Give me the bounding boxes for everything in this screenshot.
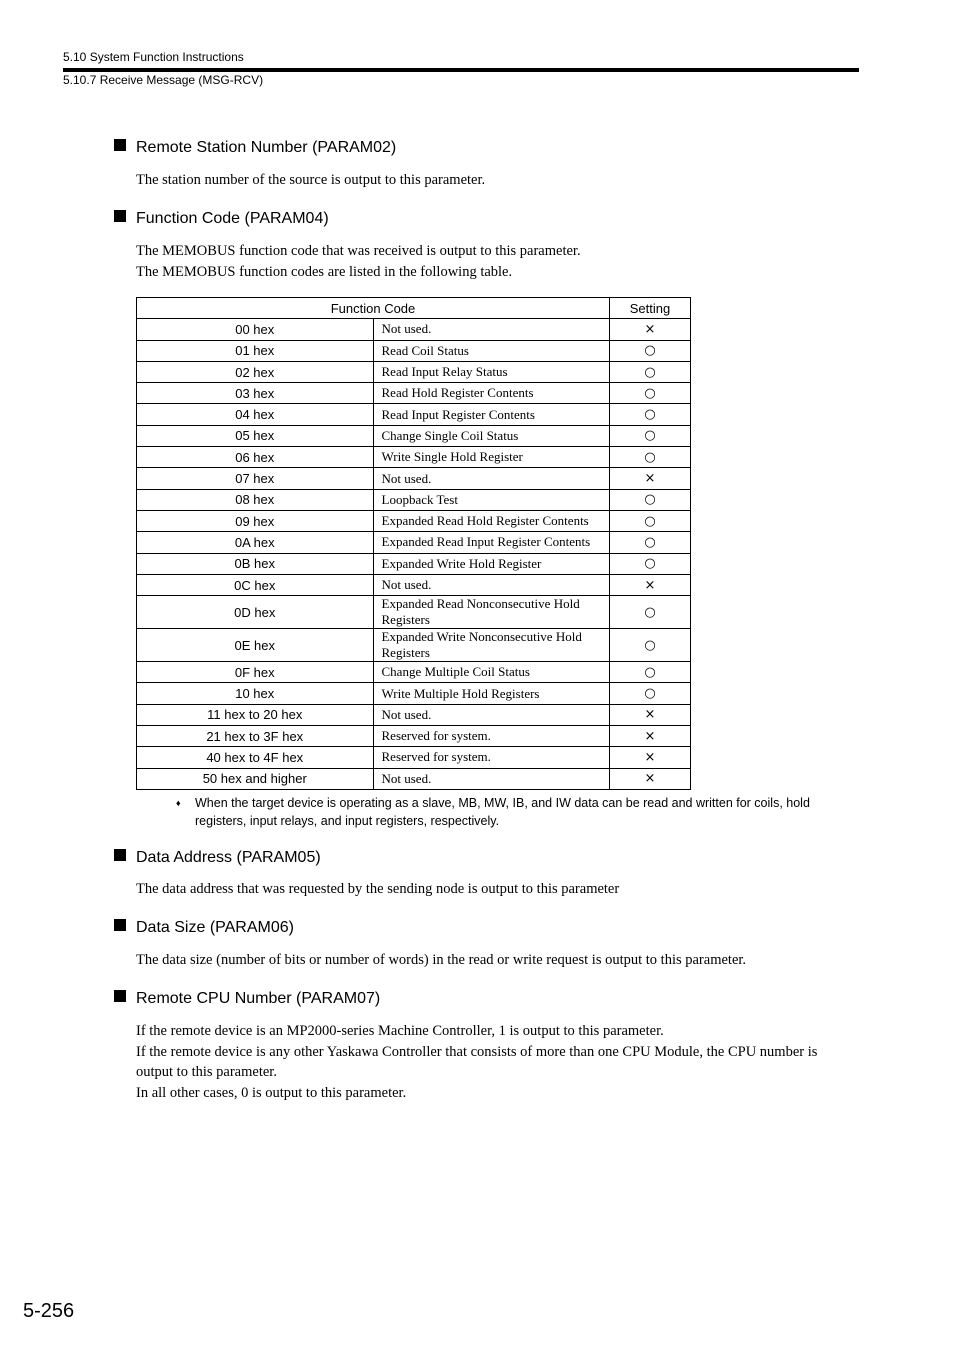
table-row [137, 340, 691, 361]
function-code-cell: 05 hex [137, 425, 374, 446]
square-bullet-icon [114, 990, 126, 1002]
table-row [137, 768, 691, 789]
table-row [137, 629, 691, 662]
setting-cell: ○ [610, 662, 691, 683]
function-code-cell: 10 hex [137, 683, 374, 704]
table-row [137, 383, 691, 404]
function-description-cell: Not used. [373, 319, 610, 340]
square-bullet-icon [114, 139, 126, 151]
setting-cell: ○ [610, 383, 691, 404]
table-row [137, 662, 691, 683]
function-description-cell: Reserved for system. [373, 726, 610, 747]
function-code-cell: 0D hex [137, 596, 374, 629]
cpu-text-line3: In all other cases, 0 is output to this parameter. [136, 1084, 407, 1101]
table-row [137, 404, 691, 425]
setting-cell: ○ [610, 532, 691, 553]
function-description-cell: Expanded Write Hold Register [373, 553, 610, 574]
function-code-cell: 09 hex [137, 510, 374, 531]
function-description-cell: Read Input Relay Status [373, 361, 610, 382]
heading-station [114, 139, 396, 157]
setting-cell: ○ [610, 447, 691, 468]
function-code-cell: 0F hex [137, 662, 374, 683]
function-description-cell: Not used. [373, 574, 610, 595]
function-code-cell: 07 hex [137, 468, 374, 489]
function-description-cell: Change Multiple Coil Status [373, 662, 610, 683]
header-rule [63, 68, 859, 72]
table-row [137, 747, 691, 768]
heading-cpu-text: Remote CPU Number (PARAM07) [136, 990, 381, 1007]
square-bullet-icon [114, 849, 126, 861]
setting-cell: ○ [610, 683, 691, 704]
table-row [137, 361, 691, 382]
square-bullet-icon [114, 210, 126, 222]
function-code-table-body [137, 319, 691, 790]
heading-station-text: Remote Station Number (PARAM02) [136, 139, 397, 156]
heading-address [114, 849, 321, 867]
table-row [137, 532, 691, 553]
table-row [137, 319, 691, 340]
setting-cell: × [610, 319, 691, 340]
function-code-cell: 04 hex [137, 404, 374, 425]
function-code-cell: 50 hex and higher [137, 768, 374, 789]
function-text-line2: The MEMOBUS function codes are listed in the following table. [136, 263, 513, 280]
function-text [136, 241, 856, 282]
function-code-cell: 40 hex to 4F hex [137, 747, 374, 768]
table-row [137, 510, 691, 531]
function-description-cell: Not used. [373, 768, 610, 789]
heading-size [114, 919, 294, 937]
page-number: 5-256 [23, 1300, 75, 1322]
function-code-table [136, 297, 691, 790]
heading-function-text: Function Code (PARAM04) [136, 210, 329, 227]
function-description-cell: Expanded Read Hold Register Contents [373, 510, 610, 531]
cpu-text-line1: If the remote device is an MP2000-series Machine Controller, 1 is output to this parameter. [136, 1023, 664, 1039]
setting-cell: × [610, 704, 691, 725]
setting-cell: ○ [610, 425, 691, 446]
heading-size-text: Data Size (PARAM06) [136, 919, 294, 936]
heading-function [114, 210, 329, 228]
header-function-code: Function Code [137, 298, 610, 319]
function-description-cell: Read Coil Status [373, 340, 610, 361]
table-note [176, 794, 860, 830]
function-description-cell: Expanded Read Input Register Contents [373, 532, 610, 553]
cpu-text [136, 1021, 856, 1103]
header-setting: Setting [610, 298, 691, 319]
function-description-cell: Write Single Hold Register [373, 447, 610, 468]
setting-cell: × [610, 768, 691, 789]
setting-cell: ○ [610, 629, 691, 662]
function-description-cell: Expanded Read Nonconsecutive Hold Registers [373, 596, 610, 629]
setting-cell: ○ [610, 596, 691, 629]
station-text: The station number of the source is output to this parameter. [136, 172, 486, 188]
setting-cell: ○ [610, 361, 691, 382]
function-description-cell: Not used. [373, 704, 610, 725]
function-description-cell: Write Multiple Hold Registers [373, 683, 610, 704]
square-bullet-icon [114, 919, 126, 931]
function-code-cell: 03 hex [137, 383, 374, 404]
function-description-cell: Loopback Test [373, 489, 610, 510]
header-section: 5.10 System Function Instructions [63, 50, 244, 64]
function-description-cell: Read Input Register Contents [373, 404, 610, 425]
header-subsection: 5.10.7 Receive Message (MSG-RCV) [63, 73, 264, 87]
function-code-cell: 0E hex [137, 629, 374, 662]
table-row [137, 489, 691, 510]
setting-cell: × [610, 468, 691, 489]
table-row [137, 726, 691, 747]
function-code-cell: 11 hex to 20 hex [137, 704, 374, 725]
table-row [137, 447, 691, 468]
address-text: The data address that was requested by the sending node is output to this parameter [136, 881, 620, 897]
heading-address-text: Data Address (PARAM05) [136, 849, 321, 866]
function-description-cell: Change Single Coil Status [373, 425, 610, 446]
table-row [137, 468, 691, 489]
setting-cell: ○ [610, 340, 691, 361]
function-text-line1: The MEMOBUS function code that was received is output to this parameter. [136, 243, 581, 259]
function-code-cell: 0B hex [137, 553, 374, 574]
setting-cell: × [610, 747, 691, 768]
cpu-text-line2: If the remote device is any other Yaskawa Controller that consists of more than one CPU Module, the CPU number is output to this parameter. [136, 1043, 818, 1080]
setting-cell: × [610, 726, 691, 747]
setting-cell: ○ [610, 489, 691, 510]
setting-cell: ○ [610, 510, 691, 531]
function-code-cell: 21 hex to 3F hex [137, 726, 374, 747]
setting-cell: ○ [610, 553, 691, 574]
table-row [137, 683, 691, 704]
setting-cell: ○ [610, 404, 691, 425]
table-row [137, 553, 691, 574]
function-code-cell: 02 hex [137, 361, 374, 382]
size-text: The data size (number of bits or number of words) in the read or write request is output to this parameter. [136, 952, 747, 968]
function-code-cell: 01 hex [137, 340, 374, 361]
function-code-cell: 08 hex [137, 489, 374, 510]
function-code-cell: 0C hex [137, 574, 374, 595]
setting-cell: × [610, 574, 691, 595]
function-description-cell: Not used. [373, 468, 610, 489]
table-row [137, 425, 691, 446]
table-row [137, 704, 691, 725]
function-code-cell: 06 hex [137, 447, 374, 468]
function-description-cell: Read Hold Register Contents [373, 383, 610, 404]
table-row [137, 574, 691, 595]
diamond-bullet-icon: ♦ [176, 798, 181, 808]
note-text: When the target device is operating as a slave, MB, MW, IB, and IW data can be read and written for coils, hold registers, input relays, and input registers, respectively. [195, 796, 810, 828]
function-code-cell: 0A hex [137, 532, 374, 553]
heading-cpu [114, 990, 380, 1008]
function-description-cell: Reserved for system. [373, 747, 610, 768]
table-row [137, 596, 691, 629]
function-description-cell: Expanded Write Nonconsecutive Hold Registers [373, 629, 610, 662]
function-code-cell: 00 hex [137, 319, 374, 340]
